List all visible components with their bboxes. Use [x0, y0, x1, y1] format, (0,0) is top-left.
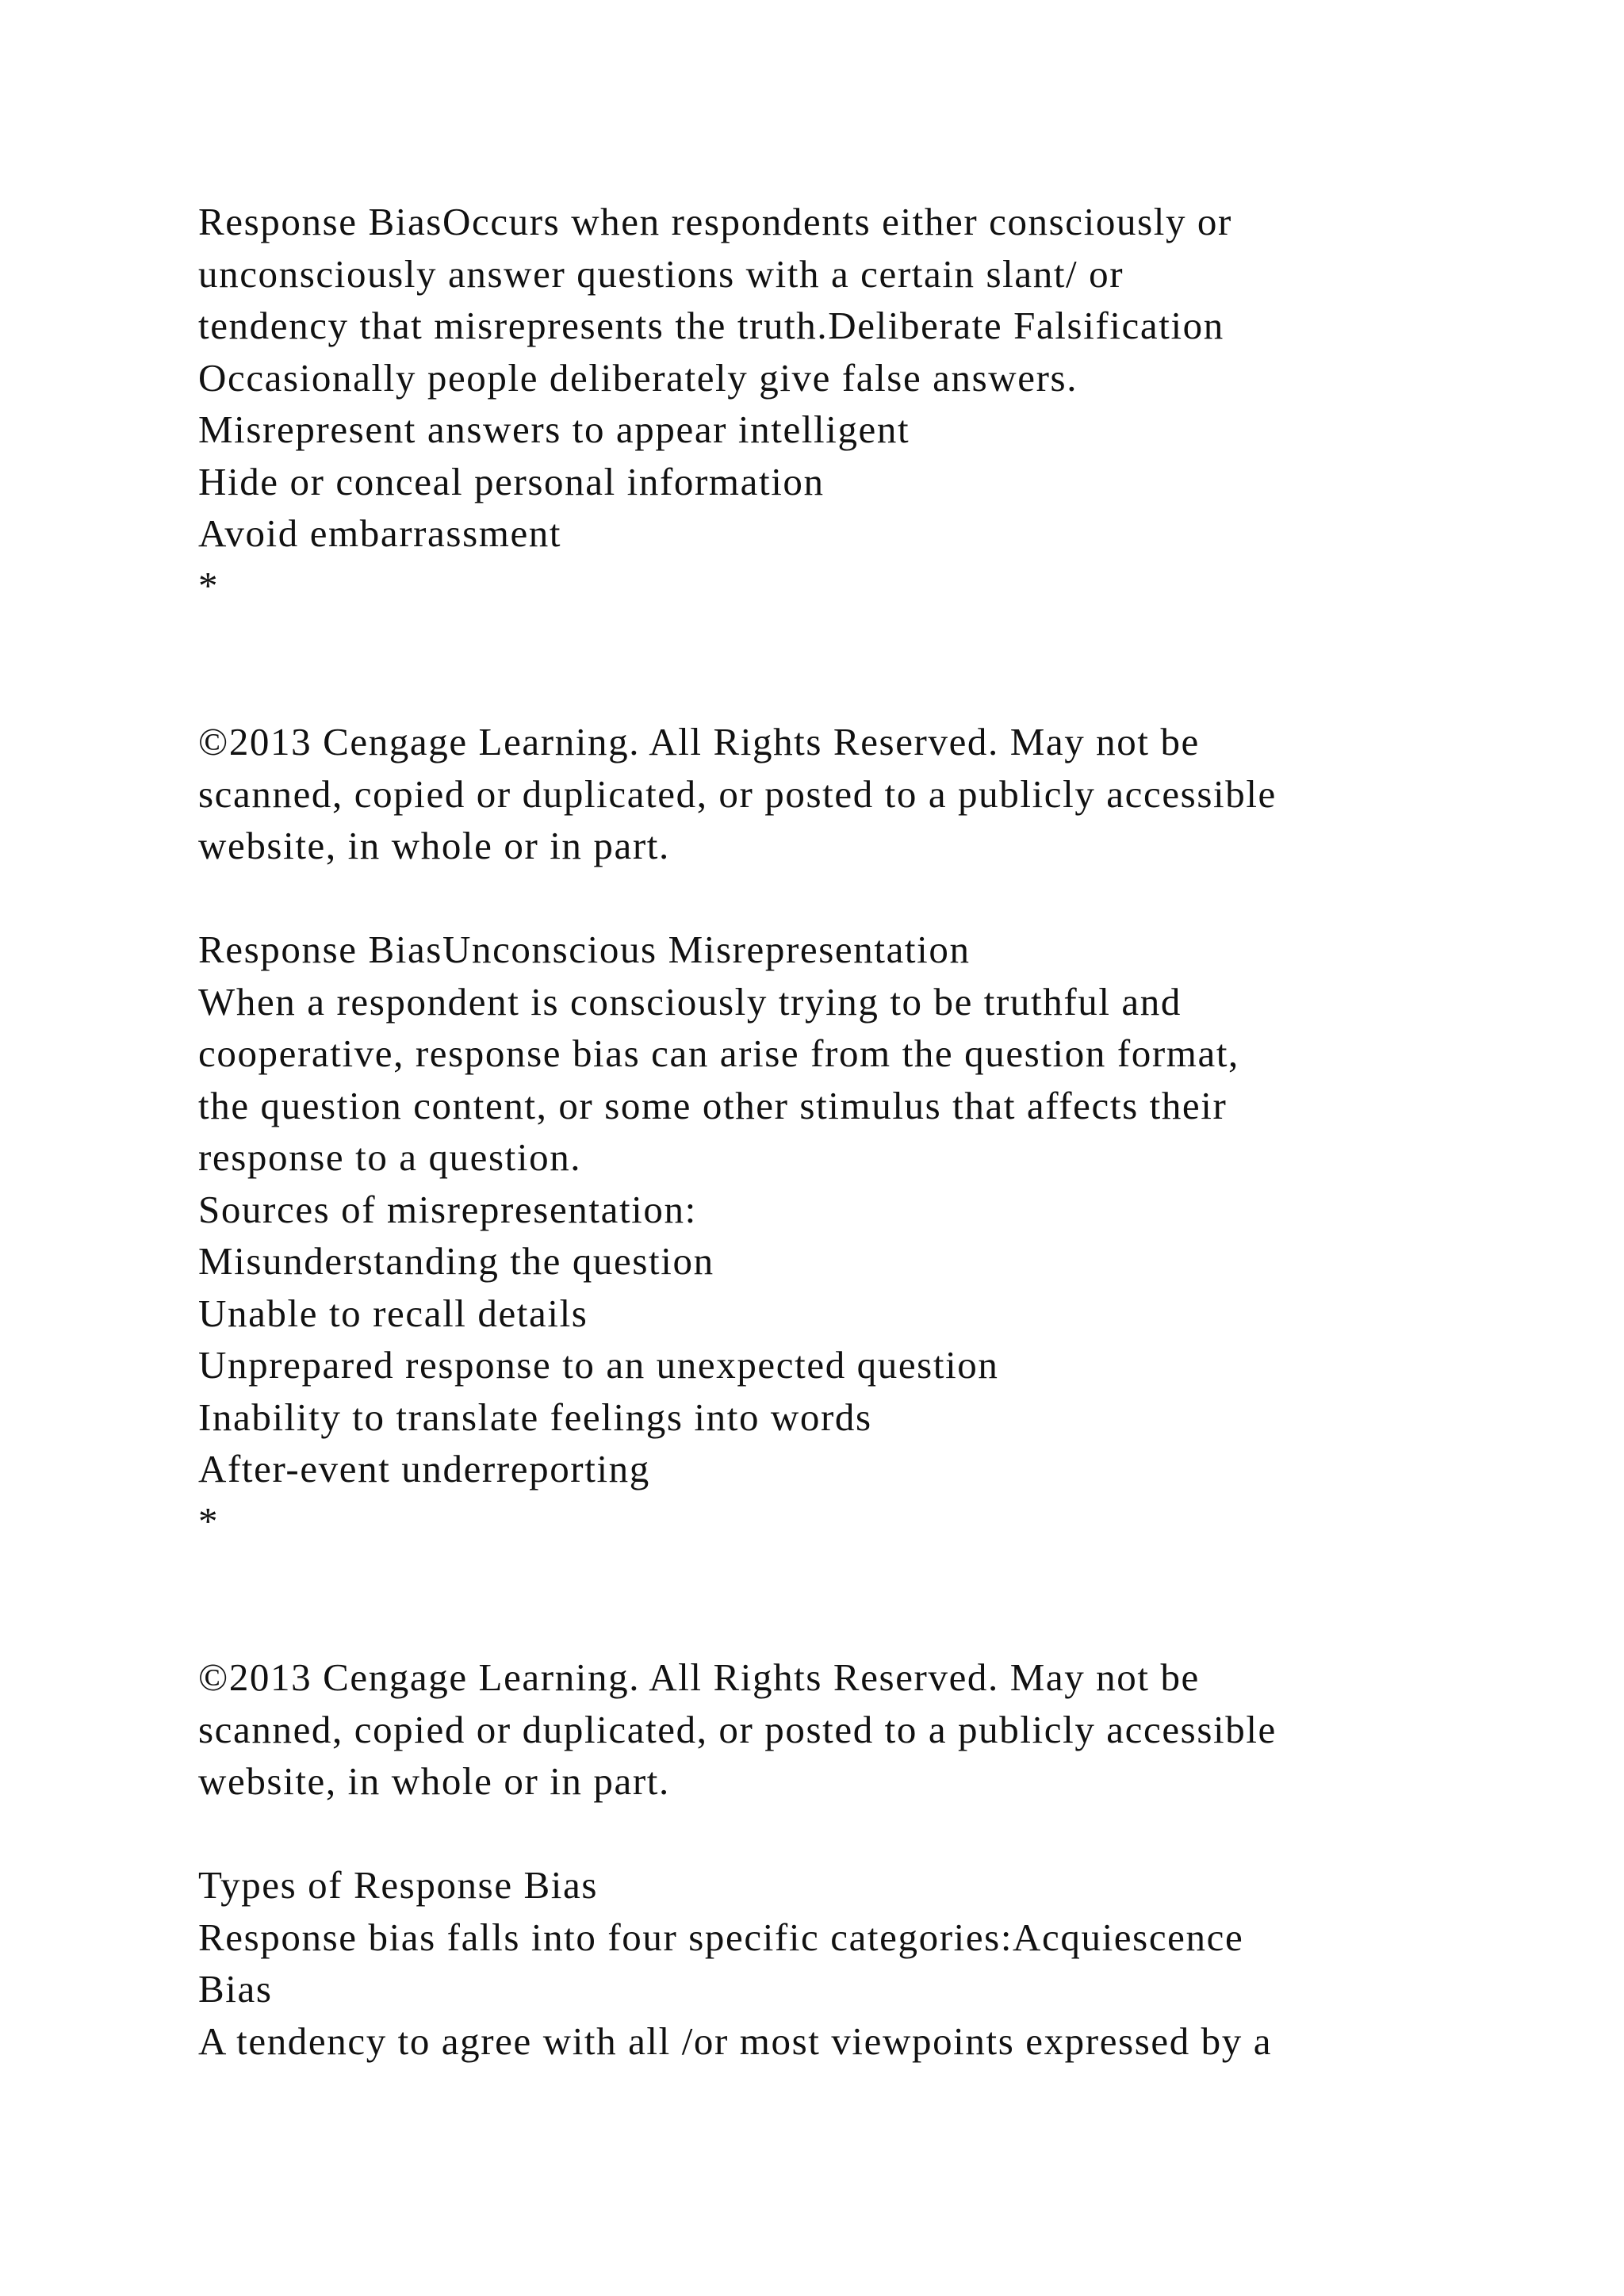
copyright-notice	[198, 716, 1515, 872]
text-line: unconsciously answer questions with a certain slant/ or	[198, 251, 1124, 296]
text-line: When a respondent is consciously trying to be truthful and	[198, 979, 1182, 1024]
text-line: Types of Response Bias	[198, 1863, 599, 1907]
text-line: ©2013 Cengage Learning. All Rights Reserved. May not be	[198, 720, 1200, 763]
text-line: *	[198, 563, 220, 607]
text-line: cooperative, response bias can arise from the question format,	[198, 1031, 1239, 1075]
text-line: Inability to translate feelings into words	[198, 1395, 872, 1439]
text-line: Misunderstanding the question	[198, 1239, 714, 1283]
text-line: *	[198, 1498, 220, 1543]
text-line: A tendency to agree with all /or most viewpoints expressed by a	[198, 2019, 1273, 2063]
text-line: Misrepresent answers to appear intelligent	[198, 408, 910, 451]
text-line: Bias	[198, 1967, 273, 2011]
text-line: Unable to recall details	[198, 1291, 588, 1335]
text-block-response-bias-unconscious	[198, 924, 1515, 1547]
text-block-response-bias-deliberate	[198, 196, 1515, 611]
text-line: scanned, copied or duplicated, or posted to a publicly accessible	[198, 1707, 1277, 1751]
text-block-types-of-response-bias	[198, 1859, 1515, 2067]
text-line: Response bias falls into four specific categories:Acquiescence	[198, 1915, 1244, 1959]
text-line: website, in whole or in part.	[198, 824, 670, 867]
copyright-notice	[198, 1651, 1515, 1808]
text-line: Response BiasOccurs when respondents either consciously or	[198, 200, 1232, 243]
text-line: scanned, copied or duplicated, or posted to a publicly accessible	[198, 771, 1277, 816]
text-line: Sources of misrepresentation:	[198, 1187, 697, 1231]
text-line: tendency that misrepresents the truth.Deliberate Falsification	[198, 304, 1224, 347]
text-line: ©2013 Cengage Learning. All Rights Reserved. May not be	[198, 1655, 1200, 1699]
text-line: After-event underreporting	[198, 1447, 650, 1490]
text-line: Unprepared response to an unexpected question	[198, 1343, 999, 1387]
text-line: Hide or conceal personal information	[198, 459, 825, 503]
text-line: response to a question.	[198, 1135, 582, 1179]
text-line: website, in whole or in part.	[198, 1759, 670, 1803]
text-line: Response BiasUnconscious Misrepresentation	[198, 928, 971, 971]
text-line: Avoid embarrassment	[198, 511, 562, 555]
text-line: the question content, or some other stimulus that affects their	[198, 1083, 1228, 1127]
text-line: Occasionally people deliberately give false answers.	[198, 355, 1078, 400]
